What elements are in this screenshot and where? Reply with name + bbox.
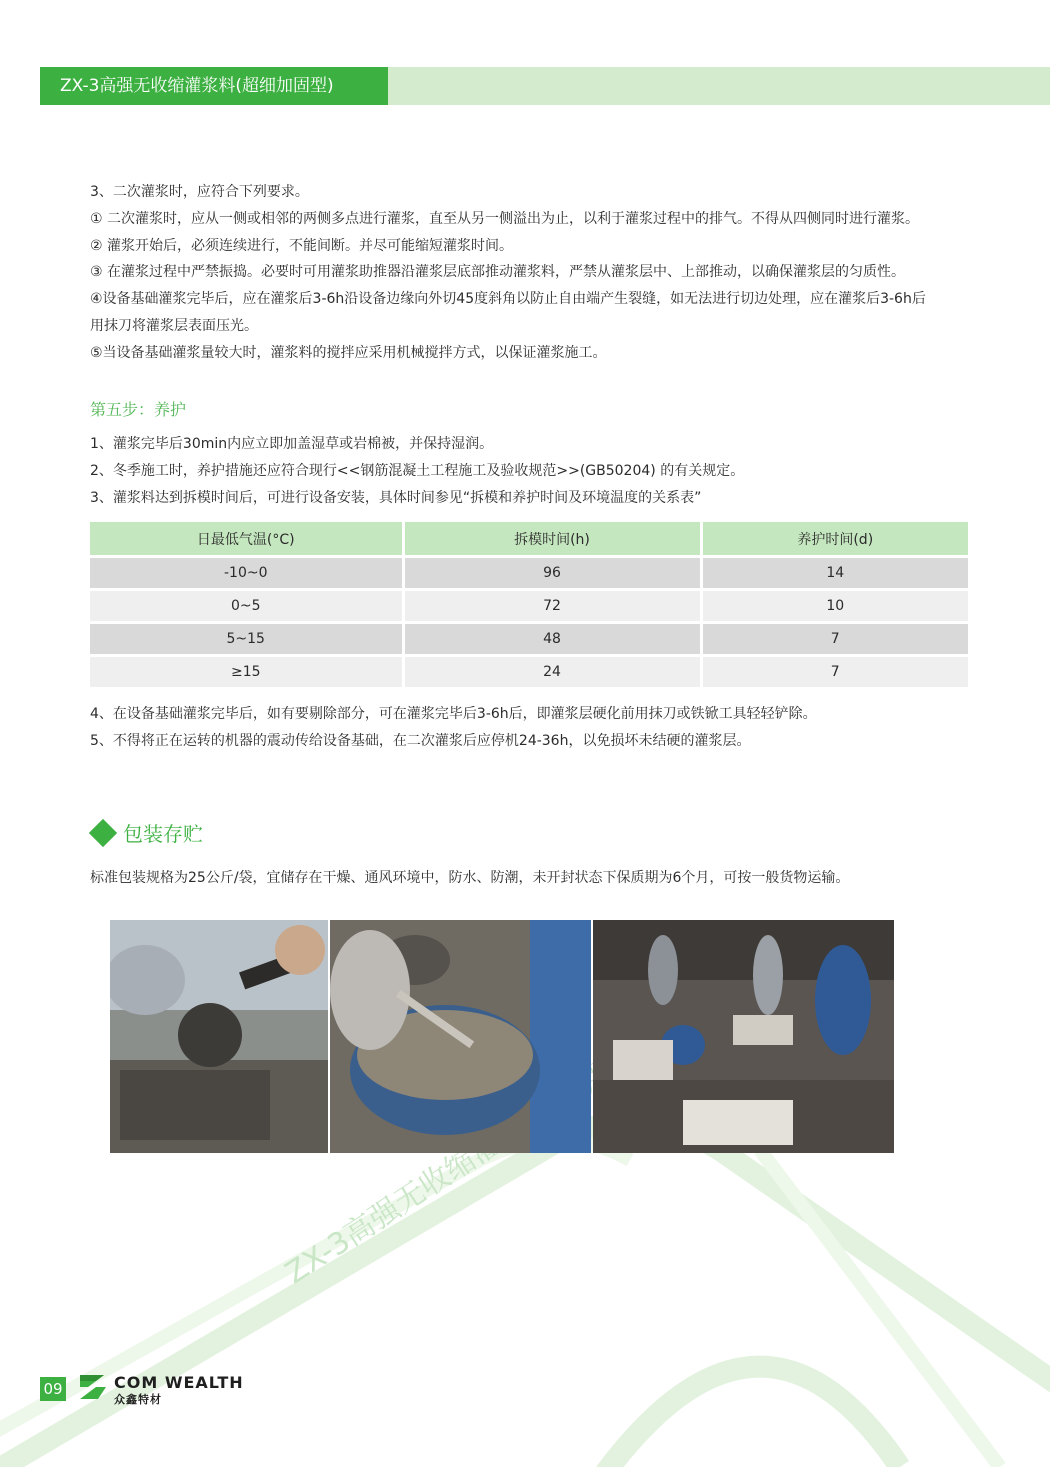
table-cell: 14 bbox=[701, 557, 968, 590]
table-row bbox=[90, 623, 968, 656]
table-cell: ≥15 bbox=[90, 656, 403, 689]
text-line: ⑤当设备基础灌浆量较大时，灌浆料的搅拌应采用机械搅拌方式，以保证灌浆施工。 bbox=[90, 344, 607, 361]
text-line: 2、冬季施工时，养护措施还应符合现行<<钢筋混凝土工程施工及验收规范>>(GB50204) 的有关规定。 bbox=[90, 462, 745, 479]
curing-time-table bbox=[90, 522, 968, 690]
photo-grout-pouring bbox=[110, 920, 328, 1153]
grouting-requirements bbox=[90, 179, 926, 367]
logo-icon bbox=[78, 1373, 108, 1401]
photo-workshop bbox=[593, 920, 894, 1153]
text-line: 用抹刀将灌浆层表面压光。 bbox=[90, 317, 258, 334]
post-grouting-notes bbox=[90, 701, 817, 755]
company-logo bbox=[78, 1373, 244, 1406]
table-row bbox=[90, 590, 968, 623]
text-line: ④设备基础灌浆完毕后，应在灌浆后3-6h沿设备边缘向外切45度斜角以防止自由端产生裂缝，如无法进行切边处理，应在灌浆后3-6h后 bbox=[90, 291, 926, 308]
text-line: 1、灌浆完毕后30min内应立即加盖湿草或岩棉被，并保持湿润。 bbox=[90, 436, 494, 452]
text-line: 3、灌浆料达到拆模时间后，可进行设备安装，具体时间参见“拆模和养护时间及环境温度的关系表” bbox=[90, 489, 702, 506]
table-row bbox=[90, 656, 968, 689]
table-cell: 24 bbox=[403, 656, 701, 689]
table-cell: 72 bbox=[403, 590, 701, 623]
photo-strip bbox=[110, 920, 894, 1153]
table-cell: -10~0 bbox=[90, 557, 403, 590]
table-header: 日最低气温(°C) bbox=[90, 522, 403, 557]
text-line: ① 二次灌浆时，应从一侧或相邻的两侧多点进行灌浆，直至从另一侧溢出为止，以利于灌浆过程中的排气。不得从四侧同时进行灌浆。 bbox=[90, 210, 919, 227]
page-number: 09 bbox=[40, 1377, 66, 1401]
table-cell: 7 bbox=[701, 623, 968, 656]
text-line: 4、在设备基础灌浆完毕后，如有要剔除部分，可在灌浆完毕后3-6h后，即灌浆层硬化前用抹刀或铁锨工具轻轻铲除。 bbox=[90, 706, 817, 722]
packaging-text-block bbox=[90, 865, 849, 892]
packaging-title: 包装存贮 bbox=[123, 822, 203, 846]
page-title: ZX-3高强无收缩灌浆料(超细加固型) bbox=[40, 67, 388, 105]
table-row bbox=[90, 557, 968, 590]
logo-chinese: 众鑫特材 bbox=[114, 1393, 162, 1406]
step5-title: 第五步：养护 bbox=[90, 400, 187, 419]
text-line: ② 灌浆开始后，必须连续进行，不能间断。并尽可能缩短灌浆时间。 bbox=[90, 237, 513, 254]
table-cell: 96 bbox=[403, 557, 701, 590]
table-header: 养护时间(d) bbox=[701, 522, 968, 557]
photo-mixing-bucket bbox=[330, 920, 591, 1153]
table-header-row bbox=[90, 522, 968, 557]
table-cell: 0~5 bbox=[90, 590, 403, 623]
logo-english: COM WEALTH bbox=[114, 1373, 244, 1392]
table-cell: 7 bbox=[701, 656, 968, 689]
table-header: 拆模时间(h) bbox=[403, 522, 701, 557]
curing-instructions bbox=[90, 431, 744, 511]
text-line: 5、不得将正在运转的机器的震动传给设备基础，在二次灌浆后应停机24-36h，以免损坏未结硬的灌浆层。 bbox=[90, 732, 751, 749]
text-line: 3、二次灌浆时，应符合下列要求。 bbox=[90, 184, 309, 200]
table-cell: 48 bbox=[403, 623, 701, 656]
packaging-text: 标准包装规格为25公斤/袋，宜储存在干燥、通风环境中，防水、防潮，未开封状态下保质期为6个月，可按一般货物运输。 bbox=[90, 870, 850, 886]
text-line: ③ 在灌浆过程中严禁振捣。必要时可用灌浆助推器沿灌浆层底部推动灌浆料，严禁从灌浆层中、上部推动，以确保灌浆层的匀质性。 bbox=[90, 264, 905, 281]
table-cell: 10 bbox=[701, 590, 968, 623]
table-cell: 5~15 bbox=[90, 623, 403, 656]
